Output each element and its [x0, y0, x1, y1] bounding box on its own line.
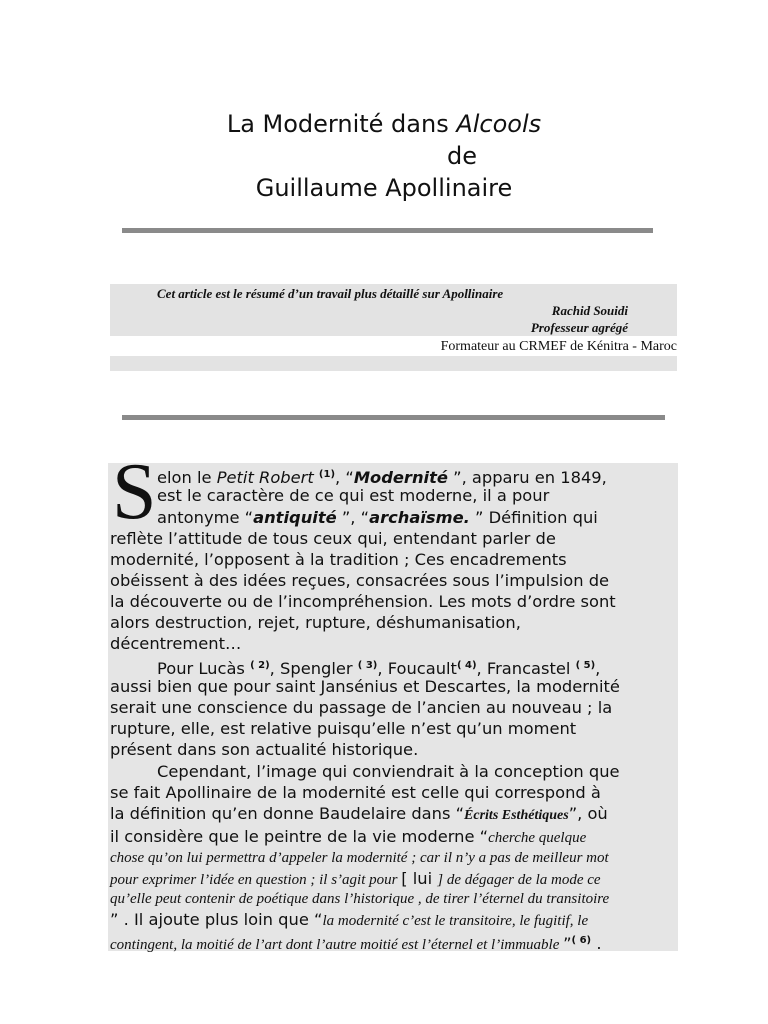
p1-line-3: antonyme “antiquité ”, “archaïsme. ” Définition qui: [157, 508, 598, 527]
p1-line-8: alors destruction, rejet, rupture, déshumanisation,: [110, 613, 521, 632]
p2-line-3: serait une conscience du passage de l’ancien au nouveau ; la: [110, 698, 613, 717]
note-role: Professeur agrégé: [530, 320, 628, 335]
p3-line-3: la définition qu’en donne Baudelaire dans “Écrits Esthétiques”, où: [110, 804, 608, 823]
title-line-1: [0, 108, 768, 140]
note-author: Rachid Souidi: [551, 303, 628, 318]
p3-line-8: ” . Il ajoute plus loin que “la modernité c’est le transitoire, le fugitif, le: [110, 910, 589, 929]
p3-line-9: contingent, la moitié de l’art dont l’autre moitié est l’éternel et l’immuable ”$^{( 6)}$ .: [110, 934, 602, 953]
note-affiliation: Formateur au CRMEF de Kénitra - Maroc: [440, 339, 677, 354]
p1-line-7: la découverte ou de l’incompréhension. Les mots d’ordre sont: [110, 592, 616, 611]
p1-line-5: modernité, l’opposent à la tradition ; Ces encadrements: [110, 550, 567, 569]
p3-line-1: Cependant, l’image qui conviendrait à la conception que: [157, 762, 620, 781]
p3-line-6: pour exprimer l’idée en question ; il s’agit pour [ lui ] de dégager de la mode ce: [110, 869, 601, 888]
note-summary: Cet article est le résumé d’un travail plus détaillé sur Apollinaire: [157, 286, 504, 301]
p3-line-5: chose qu’on lui permettra d’appeler la modernité ; car il n’y a pas de meilleur mot: [110, 850, 609, 866]
p2-line-4: rupture, elle, est relative puisqu’elle n’est qu’un moment: [110, 719, 577, 738]
p3-line-2: se fait Apollinaire de la modernité est celle qui correspond à: [110, 783, 601, 802]
divider-middle: [122, 415, 665, 420]
p2-line-2: aussi bien que pour saint Jansénius et Descartes, la modernité: [110, 677, 620, 696]
title-line-3: Guillaume Apollinaire: [255, 174, 513, 202]
drop-cap: S: [112, 448, 157, 536]
p3-line-4: il considère que le peintre de la vie moderne “cherche quelque: [110, 827, 587, 846]
title-text: La Modernité dans: [226, 110, 457, 138]
divider-top: [122, 228, 653, 233]
p3-line-7: qu’elle peut contenir de poétique dans l’historique , de tirer l’éternel du transitoire: [110, 891, 610, 907]
p2-line-5: présent dans son actualité historique.: [110, 740, 419, 759]
title-line-2: de: [447, 142, 477, 170]
p1-line-9: décentrement…: [110, 634, 242, 653]
title-block: [0, 108, 768, 204]
p1-line-2: est le caractère de ce qui est moderne, il a pour: [157, 486, 550, 505]
p1-line-4: reflète l’attitude de tous ceux qui, entendant parler de: [110, 529, 556, 548]
p1-line-6: obéissent à des idées reçues, consacrées sous l’impulsion de: [110, 571, 610, 590]
p1-line-1: elon le Petit Robert $^{(1)}$, “Modernité ”, apparu en 1849,: [157, 468, 607, 487]
note-bar: [110, 356, 677, 371]
p2-line-1: Pour Lucàs $^{( 2)}$, Spengler $^{( 3)}$, Foucault$^{( 4)}$, Francastel $^{( 5)}$,: [157, 659, 601, 678]
title-italic-alcools: Alcools: [456, 110, 542, 138]
